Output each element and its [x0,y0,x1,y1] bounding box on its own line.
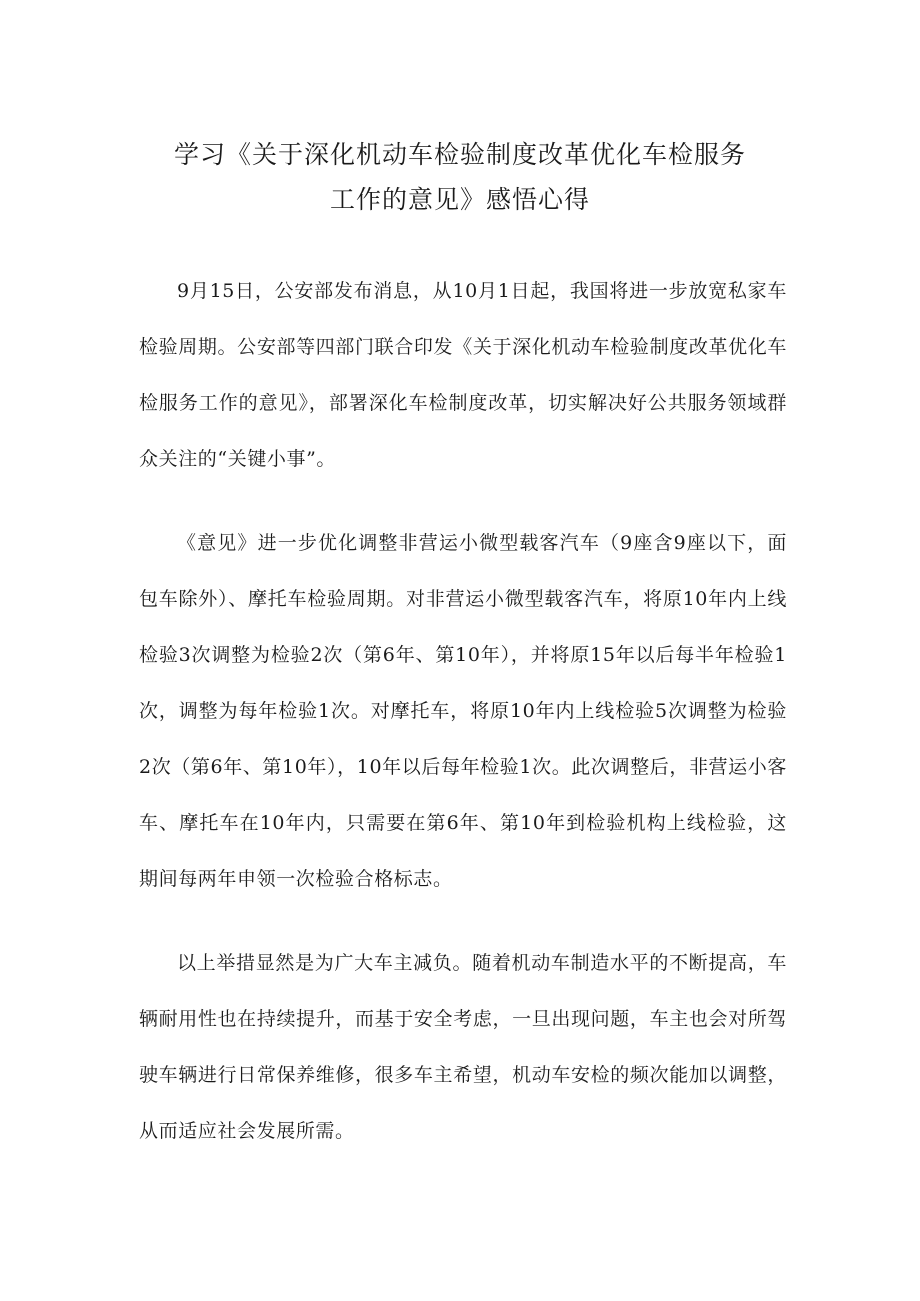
title-line-1: 学习《关于深化机动车检验制度改革优化车检服务 [173,140,746,169]
paragraph-3: 以上举措显然是为广大车主减负。随着机动车制造水平的不断提高，车辆耐用性也在持续提升，而基于安全考虑，一旦出现问题，车主也会对所驾驶车辆进行日常保养维修，很多车主希望，机动车安检的频次能加以调整，从而适应社会发展所需。 [139,952,787,1142]
paragraph-2: 《意见》进一步优化调整非营运小微型载客汽车（9座含9座以下，面包车除外）、摩托车检验周期。对非营运小微型载客汽车，将原10年内上线检验3次调整为检验2次（第6年、第10年），并将原15年以后每半年检验1次，调整为每年检验1次。对摩托车，将原10年内上线检验5次调整为检验2次（第6年、第10年），10年以后每年检验1次。此次调整后，非营运小客车、摩托车在10年内，只需要在第6年、第10年到检验机构上线检验，这期间每两年申领一次检验合格标志。 [139,532,787,890]
paragraph-1: 9月15日，公安部发布消息，从10月1日起，我国将进一步放宽私家车检验周期。公安部等四部门联合印发《关于深化机动车检验制度改革优化车检服务工作的意见》，部署深化车检制度改革，切实解决好公共服务领域群众关注的“关键小事”。 [139,280,787,470]
document-title [0,132,920,222]
document-body [139,263,787,1187]
title-line-2: 工作的意见》感悟心得 [329,185,590,214]
